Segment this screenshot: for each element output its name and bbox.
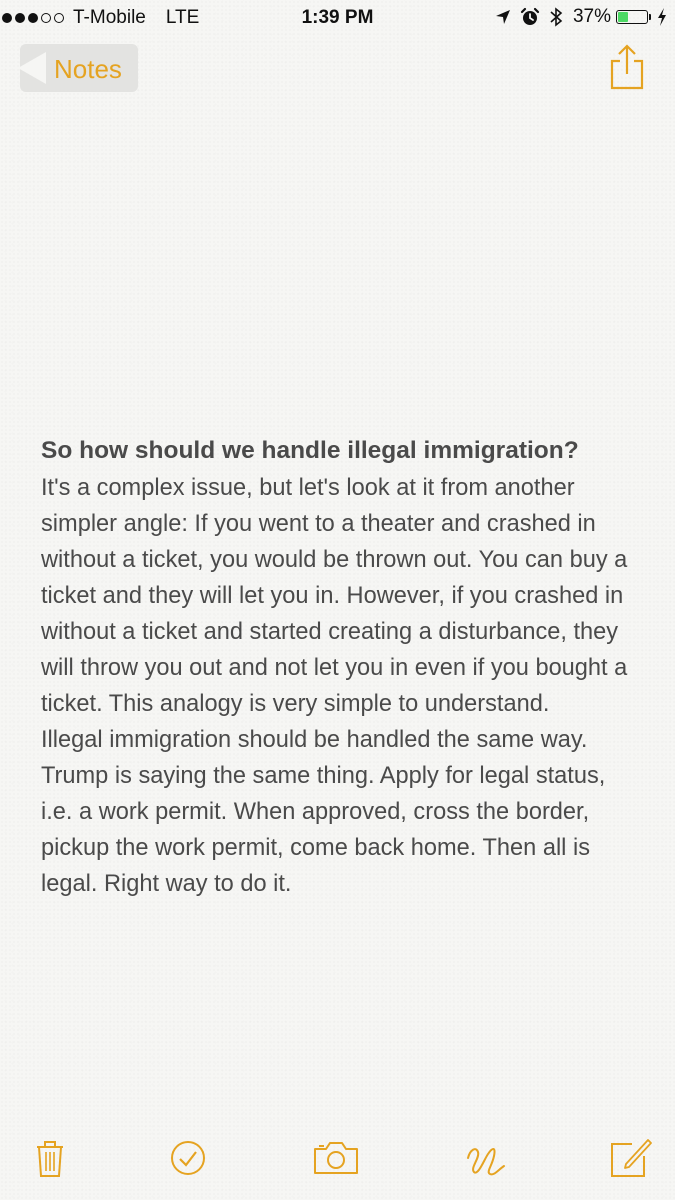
note-paragraph: Illegal immigration should be handled the same way. Trump is saying the same thing. Apply for legal status, i.e. a work permit. When approved, cross the border, pickup the work permit, come back home. Then all is legal. Right way to do it. <box>41 727 606 897</box>
battery-level <box>618 12 628 22</box>
battery-tip <box>649 14 651 20</box>
note-body[interactable] <box>41 432 641 902</box>
checklist-icon <box>170 1140 206 1176</box>
alarm-clock-icon <box>520 7 540 27</box>
carrier-name: T-Mobile <box>73 7 146 28</box>
status-time: 1:39 PM <box>301 7 374 28</box>
status-bar <box>0 0 675 36</box>
bottom-toolbar <box>0 1130 675 1190</box>
bluetooth-icon <box>549 7 563 27</box>
sketch-icon <box>464 1136 508 1180</box>
chevron-left-icon <box>18 52 48 89</box>
camera-icon <box>312 1141 360 1175</box>
status-right <box>486 6 667 28</box>
battery-percent: 37% <box>572 6 611 27</box>
note-paragraph: It's a complex issue, but let's look at it from another simpler angle: If you went to a theater and crashed in without a ticket, you would be thrown out. You can buy a ticket and they will let you in. However, if you crashed in without a ticket and started creating a disturbance, they will throw you out and not let you in even if you bought a ticket. This analogy is very simple to understand. <box>41 475 628 717</box>
compose-icon <box>606 1136 652 1180</box>
location-arrow-icon <box>495 9 511 25</box>
trash-icon <box>35 1138 65 1178</box>
sketch-button[interactable] <box>464 1130 508 1186</box>
network-type: LTE <box>165 7 200 28</box>
delete-button[interactable] <box>30 1130 70 1186</box>
camera-button[interactable] <box>312 1130 360 1186</box>
back-button[interactable] <box>20 44 138 92</box>
share-button[interactable] <box>608 44 646 90</box>
compose-button[interactable] <box>606 1130 652 1186</box>
battery-icon <box>616 10 648 24</box>
back-button-label: Notes <box>54 54 122 84</box>
share-icon <box>608 44 646 90</box>
note-title: So how should we handle illegal immigration? <box>41 437 579 464</box>
charging-bolt-icon <box>657 8 667 26</box>
checklist-button[interactable] <box>168 1130 208 1186</box>
